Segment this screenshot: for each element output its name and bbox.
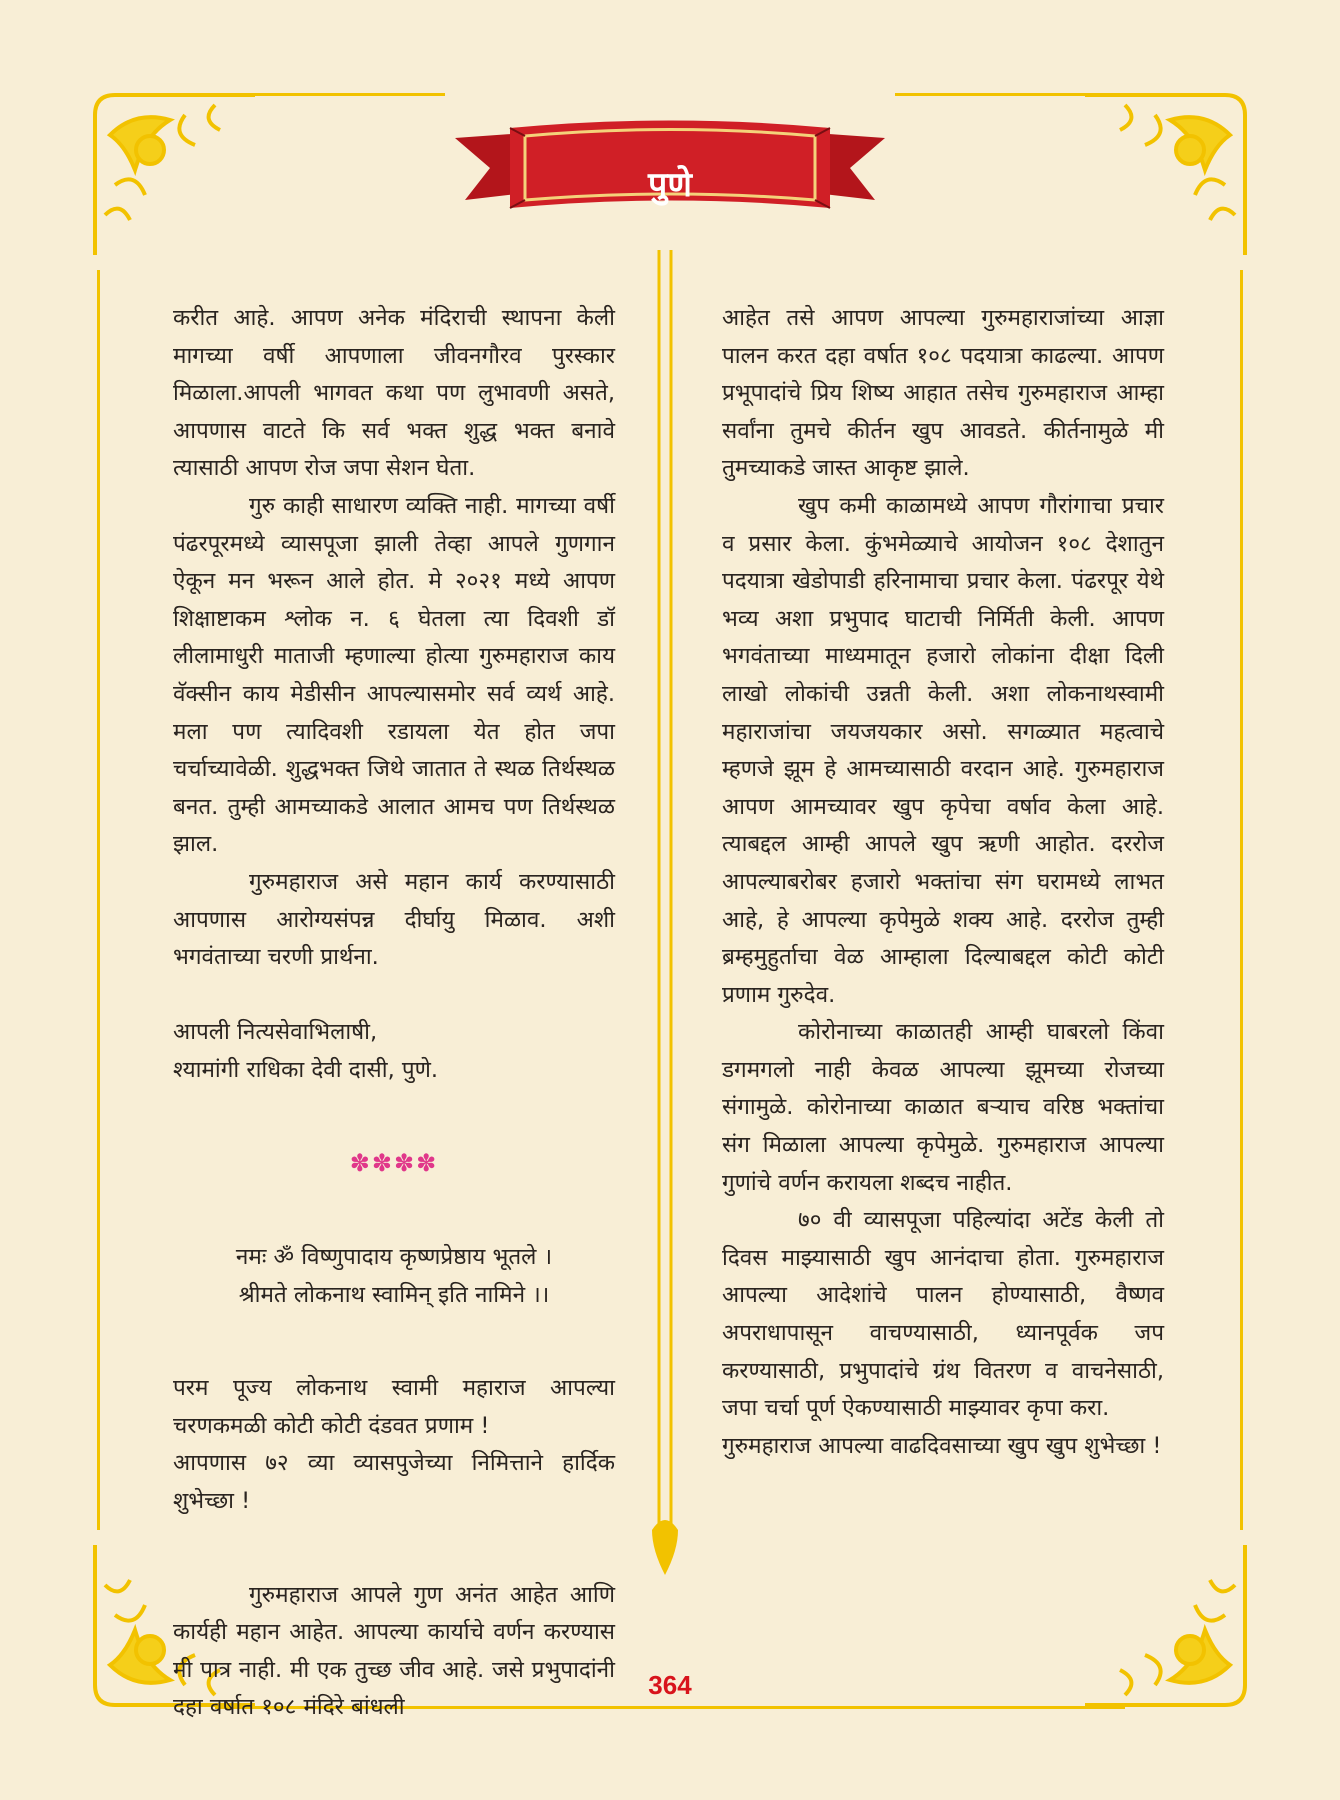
column-divider	[640, 250, 690, 1590]
corner-ornament-bottom-right	[1075, 1535, 1265, 1725]
spacer	[173, 1314, 615, 1370]
corner-ornament-top-right	[1075, 75, 1265, 265]
left-column	[173, 300, 615, 1727]
frame-left-line	[97, 270, 100, 1530]
right-paragraph-3: कोरोनाच्या काळातही आम्ही घाबरलो किंवा डगमगलो नाही केवळ आपल्या झूमच्या रोजच्या संगामुळे. कोरोनाच्या काळात बऱ्याच वरिष्ठ भक्तांचा संग मिळाला आपल्या कृपेमुळे. गुरुमहाराज आपल्या गुणांचे वर्णन करायला शब्दच नाहीत.	[722, 1019, 1164, 1196]
verse-line-2: श्रीमते लोकनाथ स्वामिन् इति नामिने ।।	[238, 1281, 550, 1308]
spacer	[173, 977, 615, 1015]
spacer	[173, 1089, 615, 1145]
page-number: 364	[648, 1670, 692, 1700]
right-paragraph-2: खुप कमी काळामध्ये आपण गौरांगाचा प्रचार व प्रसार केला. कुंभमेळ्याचे आयोजन १०८ देशातुन पदयात्रा खेडोपाडी हरिनामाचा प्रचार केला. पंढरपूर येथे भव्य अशा प्रभुपाद घाटाची निर्मिती केली. आपण भगवंताच्या माध्यमातून हजारो लोकांना दीक्षा दिली लाखो लोकांची उन्नती केली. अशा लोकनाथस्वामी महाराजांचा जयजयकार असो. सगळ्यात महत्वाचे म्हणजे झूम हे आमच्यासाठी वरदान आहे. गुरुमहाराज आपण आमच्यावर खुप कृपेचा वर्षाव केला आहे. त्याबद्दल आम्ही आपले खुप ऋणी आहोत. दररोज आपल्याबरोबर हजारो भक्तांचा संग घरामध्ये लाभत आहे, हे आपल्या कृपेमुळे शक्य आहे. दररोज तुम्ही ब्रम्हमुहुर्ताचा वेळ आम्हाला दिल्याबद्दल कोटी कोटी प्रणाम गुरुदेव.	[722, 492, 1164, 1008]
left-paragraph-4: परम पूज्य लोकनाथ स्वामी महाराज आपल्या चरणकमळी कोटी कोटी दंडवत प्रणाम !	[173, 1375, 615, 1439]
right-paragraph-5: गुरुमहाराज आपल्या वाढदिवसाच्या खुप खुप शुभेच्छा !	[722, 1432, 1162, 1459]
right-paragraph-4: ७० वी व्यासपूजा पहिल्यांदा अटेंड केली तो दिवस माझ्यासाठी खुप आनंदाचा होता. गुरुमहाराज आपल्या आदेशांचे पालन होण्यासाठी, वैष्णव अपराधापासून वाचण्यासाठी, ध्यानपूर्वक जप करण्यासाठी, प्रभुपादांचे ग्रंथ वितरण व वाचनेसाठी, जपा चर्चा पूर्ण ऐकण्यासाठी माझ्यावर कृपा करा.	[722, 1207, 1164, 1422]
left-paragraph-6: गुरुमहाराज आपले गुण अनंत आहेत आणि कार्यही महान आहेत. आपल्या कार्याचे वर्णन करण्यास मी पात्र नाही. मी एक तुच्छ जीव आहे. जसे प्रभुपादांनी दहा वर्षात १०८ मंदिरे बांधली	[173, 1581, 615, 1721]
spacer	[173, 1183, 615, 1239]
corner-ornament-top-left	[75, 75, 265, 265]
left-paragraph-5: आपणास ७२ व्या व्यासपुजेच्या निमित्ताने हार्दिक शुभेच्छा !	[173, 1450, 615, 1515]
signature-line-1: आपली नित्यसेवाभिलाषी,	[173, 1019, 378, 1046]
left-paragraph-1: करीत आहे. आपण अनेक मंदिराची स्थापना केली मागच्या वर्षी आपणाला जीवनगौरव पुरस्कार मिळाला.आपली भागवत कथा पण लुभावणी असते, आपणास वाटते कि सर्व भक्त शुद्ध भक्त बनावे त्यासाठी आपण रोज जपा सेशन घेता.	[173, 305, 615, 482]
frame-right-line	[1240, 270, 1243, 1530]
signature-line-2: श्यामांगी राधिका देवी दासी, पुणे.	[173, 1056, 439, 1083]
left-paragraph-2: गुरु काही साधारण व्यक्ति नाही. मागच्या वर्षी पंढरपूरमध्ये व्यासपूजा झाली तेव्हा आपले गुणगान ऐकून मन भरून आले होत. मे २०२१ मध्ये आपण शिक्षाष्टाकम श्लोक न. ६ घेतला त्या दिवशी डॉ लीलामाधुरी माताजी म्हणाल्या होत्या गुरुमहाराज काय वॅक्सीन काय मेडीसीन आपल्यासमोर सर्व व्यर्थ आहे. मला पण त्यादिवशी रडायला येत होत जपा चर्चाच्यावेळी. शुद्धभक्त जिथे जातात ते स्थळ तिर्थस्थळ बनत. तुम्ही आमच्याकडे आलात आमच पण तिर्थस्थळ झाल.	[173, 492, 615, 858]
left-paragraph-3: गुरुमहाराज असे महान कार्य करण्यासाठी आपणास आरोग्यसंपन्न दीर्घायु मिळाव. अशी भगवंताच्या चरणी प्रार्थना.	[173, 868, 615, 971]
page-title: पुणे	[648, 165, 692, 205]
verse-line-1: नमः ॐ विष्णुपादाय कृष्णप्रेष्ठाय भूतले ।	[235, 1244, 553, 1271]
separator-stars: ✽✽✽✽	[349, 1149, 439, 1178]
right-column	[722, 300, 1164, 1465]
right-paragraph-1: आहेत तसे आपण आपल्या गुरुमहाराजांच्या आज्ञा पालन करत दहा वर्षात १०८ पदयात्रा काढल्या. आपण प्रभूपादांचे प्रिय शिष्य आहात तसेच गुरुमहाराज आम्हा सर्वांना तुमचे कीर्तन खुप आवडते. कीर्तनामुळे मी तुमच्याकडे जास्त आकृष्ट झाले.	[722, 305, 1164, 482]
spacer	[173, 1521, 615, 1577]
